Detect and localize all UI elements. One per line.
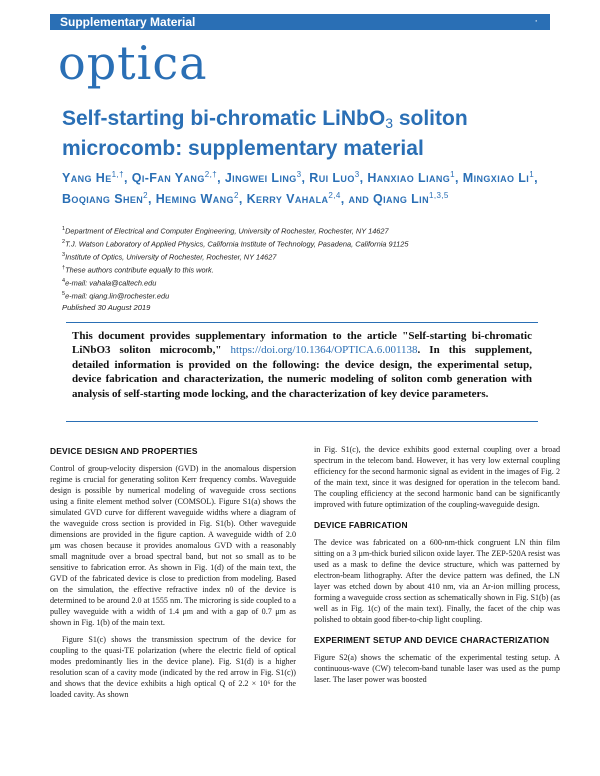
affiliation: $^2$T.J. Watson Laboratory of Applied Physics, California Institute of Technology, Pasadena, California 91125 (62, 239, 409, 249)
affiliation: $^3$Institute of Optics, University of Rochester, Rochester, NY 14627 (62, 252, 277, 262)
affiliation-email[interactable]: $^4$e-mail: vahala@caltech.edu (62, 278, 157, 288)
affiliations (62, 224, 542, 302)
author: Hanxiao Liang$^1$ (367, 170, 456, 186)
paragraph: in Fig. S1(c), the device exhibits good external coupling over a broad spectrum in the telecom band. However, it has very low external coupling efficiency for the second harmonic signal as evident in the images of Fig. 2 of the main text, since it was designed for operation in the telecom band. The coupling efficiency at the second harmonic band can be significantly improved with future optimization of the coupling-waveguide design. (314, 445, 560, 509)
abstract-box (66, 322, 538, 422)
author: Mingxiao Li$^1$ (462, 170, 535, 186)
paper-title (62, 106, 522, 161)
author-list: Yang $He^{1,\dagger}$, Qi-Fan Yang$^{2,\dagger}$, Jingwei Ling$^3$, Rui Luo$^3$, Hanxiao Liang$^1$, Mingxiao Li$^1$, Boqiang Shen$^2$, Heming Wang$^2$, Kerry Vahala$^{2,4}$, and Qiang Lin$^{1,3,5}$ (62, 170, 538, 207)
paragraph: Control of group-velocity dispersion (GVD) in the anomalous dispersion regime is crucial for generating soliton Kerr frequency combs. Waveguide design is possible by numerical modeling of waveguide cross sections using a finite element method solver (COMSOL). Figure S1(a) shows the simulated GVD curve for different waveguide widths where a diagram of the waveguide cross section is provided in Fig. S1(b). Other waveguide dimensions are provided in the figure caption. A waveguide width of 2.0 μm was chosen because it provides anomalous GVD with a reasonably small magnitude over a broad spectral band, but not so small as to be sensitive to fabrication error. As shown in Fig. 1(d) of the main text, the GVD of the fabricated device is close to prediction from modeling. Based on the simulation, the effective refractive index n0 of the device is determined to be around 2.0 at 1555 nm. The microring is side coupled to a pulley waveguide with a width of 1.4 μm and with a gap of 0.7 μm as shown in Fig. 1(b) of the main text. (50, 464, 296, 627)
right-column (314, 444, 560, 685)
section-heading: DEVICE FABRICATION (314, 520, 408, 530)
published-date: Published 30 August 2019 (62, 303, 151, 312)
paragraph: The device was fabricated on a 600-nm-thick congruent LN thin film sitting on a 3 μm-thick buried silicon oxide layer. The ZEP-520A resist was used as a mask to define the device structure, which was patterned by electron-beam lithography. After the device pattern was defined, the LN layer was etched down by about 410 nm, via an Ar-ion milling process, forming a waveguide cross section as schematically shown in Fig. S1(b) (as well as in Fig. 1(c) of the main text). Finally, the facet of the chip was polished to obtain good fiber-to-chip light coupling. (314, 538, 560, 624)
author: Boqiang Shen$^2$ (62, 191, 148, 207)
journal-logo: optica (58, 36, 208, 90)
title-part-1: Self-starting bi-chromatic LiNbO (62, 107, 386, 130)
left-column (50, 440, 296, 700)
paragraph: Figure S1(c) shows the transmission spectrum of the device for coupling to the quasi-TE polarization (where the electric field of optical modes predominantly lies in the device plane). Fig. S1(d) is a higher resolution scan of a cavity mode (indicated by the red arrow in Fig. S1(c)) and shows that the device exhibits a high optical Q of 2.2 × 10⁶ for the loaded cavity. As shown (50, 635, 296, 699)
author: Yang $He^{1,\dagger}$ (62, 170, 124, 186)
section-heading: EXPERIMENT SETUP AND DEVICE CHARACTERIZATION (314, 635, 550, 645)
affiliation: †These authors contribute equally to this work. (62, 265, 214, 275)
paragraph: Figure S2(a) shows the schematic of the experimental testing setup. A continuous-wave (CW) telecom-band tunable laser was used as the pump laser. The laser power was boosted (314, 653, 560, 684)
author: Rui Luo$^3$ (309, 170, 360, 186)
section-heading: DEVICE DESIGN AND PROPERTIES (50, 446, 198, 456)
banner-label: Supplementary Material (60, 15, 196, 29)
title-subscript: 3 (385, 115, 393, 131)
title-part-2: soliton microcomb: supplementary material (62, 107, 468, 160)
supplementary-banner (50, 14, 550, 30)
affiliation-email[interactable]: $^5$e-mail: qiang.lin@rochester.edu (62, 291, 170, 301)
author-conjunction: and (348, 192, 370, 207)
author: Kerry Vahala$^{2,4}$ (246, 191, 341, 207)
affiliation: $^1$Department of Electrical and Computer Engineering, University of Rochester, Rochester, NY 14627 (62, 226, 389, 236)
author: Qiang Lin$^{1,3,5}$ (373, 191, 449, 207)
banner-mark: · (534, 15, 538, 27)
abstract-text: This document provides supplementary information to the article "Self-starting bi-chromatic LiNbO3 soliton microcomb," https://doi.org/10.1364/OPTICA.6.001138. In this supplement, detailed information is provided on the following: the device design, the experimental setup, device fabrication and characterization, the numeric modeling of soliton comb generation with analysis of self-starting mode locking, and the characterization of key device parameters. (72, 330, 532, 400)
author: Heming Wang$^2$ (155, 191, 239, 207)
author: Qi-Fan Yang$^{2,\dagger}$ (131, 170, 218, 186)
doi-link[interactable]: https://doi.org/10.1364/OPTICA.6.001138 (230, 344, 418, 357)
author: Jingwei Ling$^3$ (224, 170, 302, 186)
